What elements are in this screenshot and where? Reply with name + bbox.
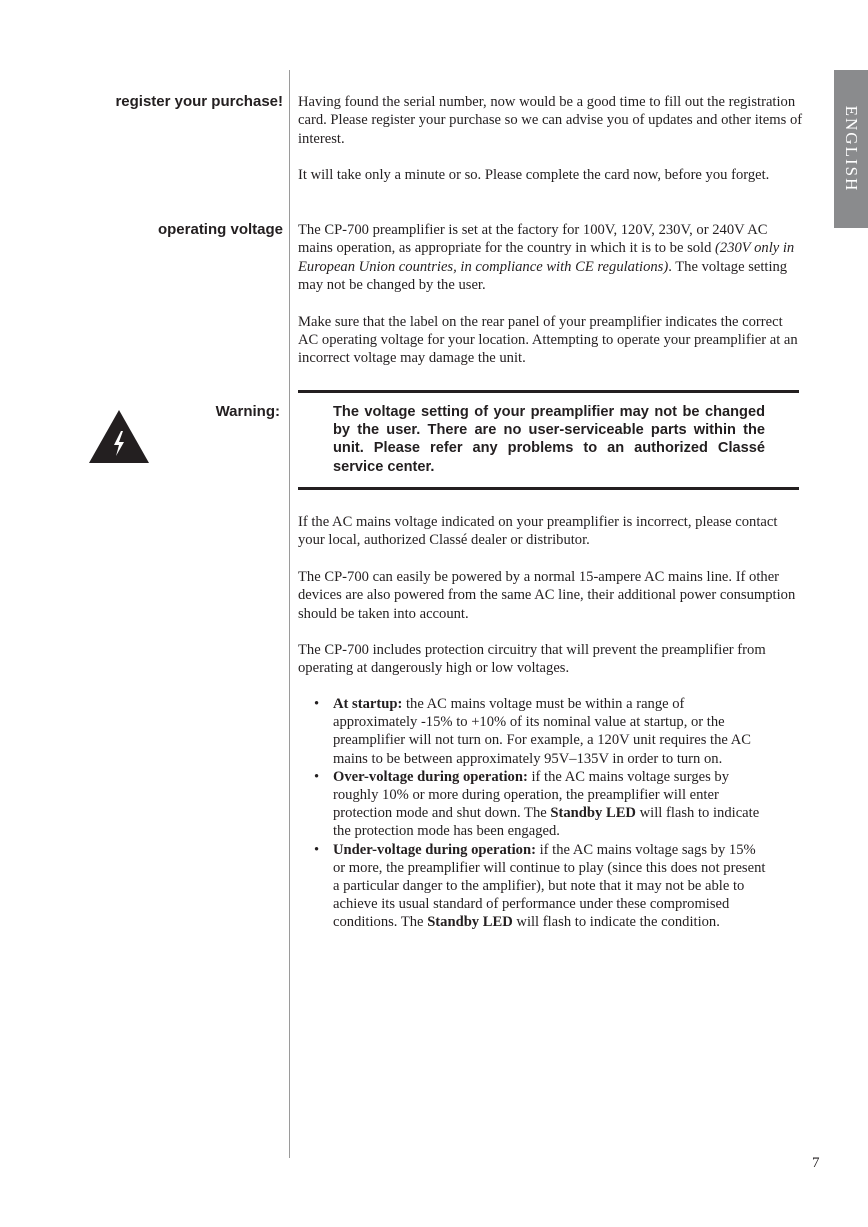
page-number: 7 [812, 1155, 820, 1171]
language-tab-label: ENGLISH [842, 105, 861, 193]
power-section [298, 513, 803, 678]
voltage-ce-note: (230V only in European Union countries, in compliance with CE regulations) [298, 240, 795, 275]
bullet-icon: • [314, 841, 320, 858]
power-paragraph-3: The CP-700 includes protection circuitry that will prevent the preamplifier from operating at dangerously high or low voltages. [298, 642, 766, 677]
voltage-section [298, 221, 803, 368]
register-paragraph-1: Having found the serial number, now would be a good time to fill out the registration card. Please register your purchase so we can advise you of updates and other items of interest. [298, 94, 803, 147]
register-paragraph-2: It will take only a minute or so. Please complete the card now, before you forget. [298, 167, 770, 184]
power-paragraph-2: The CP-700 can easily be powered by a normal 15-ampere AC mains line. If other devices are also powered from the same AC line, their additional power consumption should be taken into account. [298, 568, 796, 622]
warning-box [298, 390, 799, 490]
register-heading: register your purchase! [115, 93, 283, 110]
list-item: • At startup: the AC mains voltage must be within a range of approximately -15% to +10% of its nominal value at startup, or the preamplifier will not turn on. For example, a 120V unit requires the AC mains to be between approximately 95V–135V in order to turn on. [314, 696, 752, 767]
bullet-icon: • [314, 696, 320, 712]
warning-heading: Warning: [215, 403, 280, 420]
protection-list [298, 695, 768, 932]
list-item: • Under-voltage during operation: if the AC mains voltage sags by 15% or more, the preamplifier will continue to play (since this does not present a particular danger to the amplifier), but note that it may not be able to achieve its usual standard of performance under these compromised conditions. The Standby LED will flash to indicate the condition. [314, 841, 766, 931]
electrical-hazard-icon [88, 409, 150, 464]
column-divider [289, 70, 290, 1158]
language-tab [834, 70, 868, 228]
register-section [298, 93, 803, 185]
list-item: • Over-voltage during operation: if the AC mains voltage surges by roughly 10% or more during operation, the preamplifier will enter protection mode and shut down. The Standby LED will flash to indicate the protection mode has been engaged. [314, 768, 760, 840]
voltage-heading: operating voltage [157, 221, 283, 238]
bullet-icon: • [314, 768, 320, 785]
power-paragraph-1: If the AC mains voltage indicated on your preamplifier is incorrect, please contact your local, authorized Classé dealer or distributor. [298, 514, 778, 549]
warning-text: The voltage setting of your preamplifier may not be changed by the user. There are no user-serviceable parts within the unit. Please refer any problems to an authorized Classé service center. [333, 404, 765, 475]
voltage-paragraph-2: Make sure that the label on the rear panel of your preamplifier indicates the correct AC operating voltage for your location. Attempting to operate your preamplifier at an incorrect voltage may damage the unit. [298, 313, 798, 367]
voltage-paragraph-1: The CP-700 preamplifier is set at the factory for 100V, 120V, 230V, or 240V AC mains operation, as appropriate for the country in which it is to be sold (230V only in European Union countries, in compliance with CE regulations). The voltage setting may not be changed by the user. [298, 222, 795, 294]
